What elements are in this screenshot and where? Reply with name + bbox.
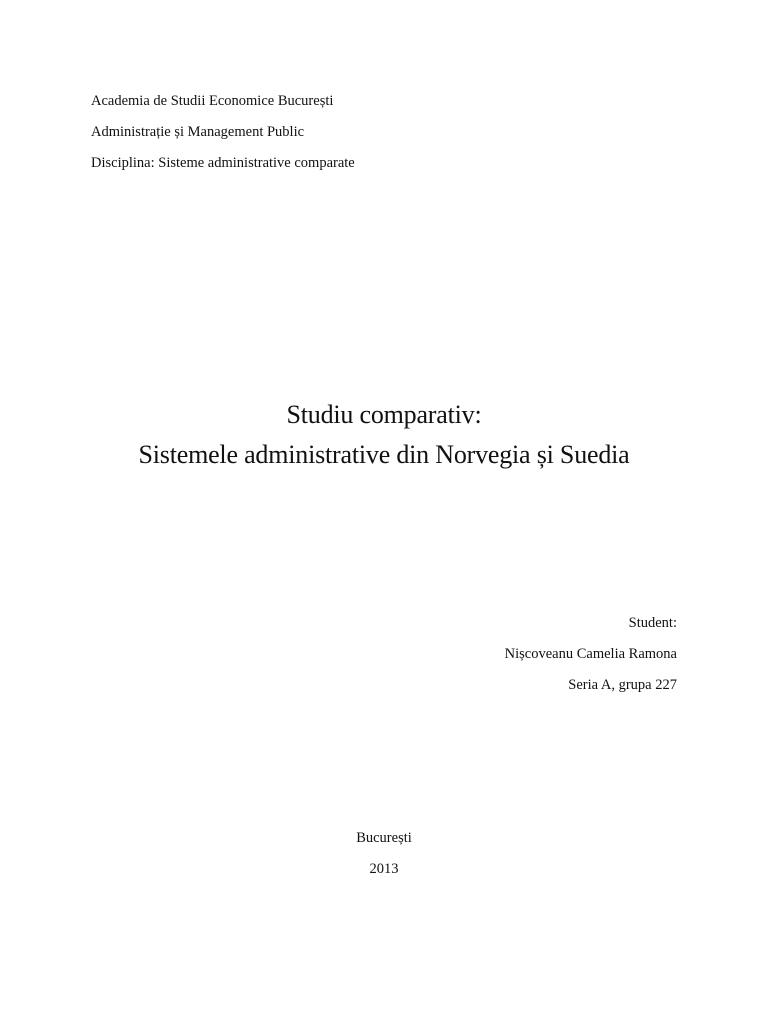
year: 2013: [369, 861, 399, 877]
institution-name: Academia de Studii Economice București: [91, 93, 334, 109]
footer-block: [0, 829, 768, 891]
student-group: Seria A, grupa 227: [568, 677, 677, 693]
title-block: [0, 398, 768, 478]
header-block: [91, 92, 691, 185]
faculty-name: Administrație și Management Public: [91, 124, 305, 140]
discipline-name: Disciplina: Sisteme administrative comparate: [91, 155, 355, 171]
city-name: București: [356, 830, 412, 846]
document-title-line-2: Sistemele administrative din Norvegia și Suedia: [138, 440, 630, 469]
student-block: [277, 614, 677, 707]
document-title-line-1: Studiu comparativ:: [286, 400, 482, 429]
student-name: Nișcoveanu Camelia Ramona: [504, 646, 677, 662]
student-label: Student:: [628, 615, 677, 631]
